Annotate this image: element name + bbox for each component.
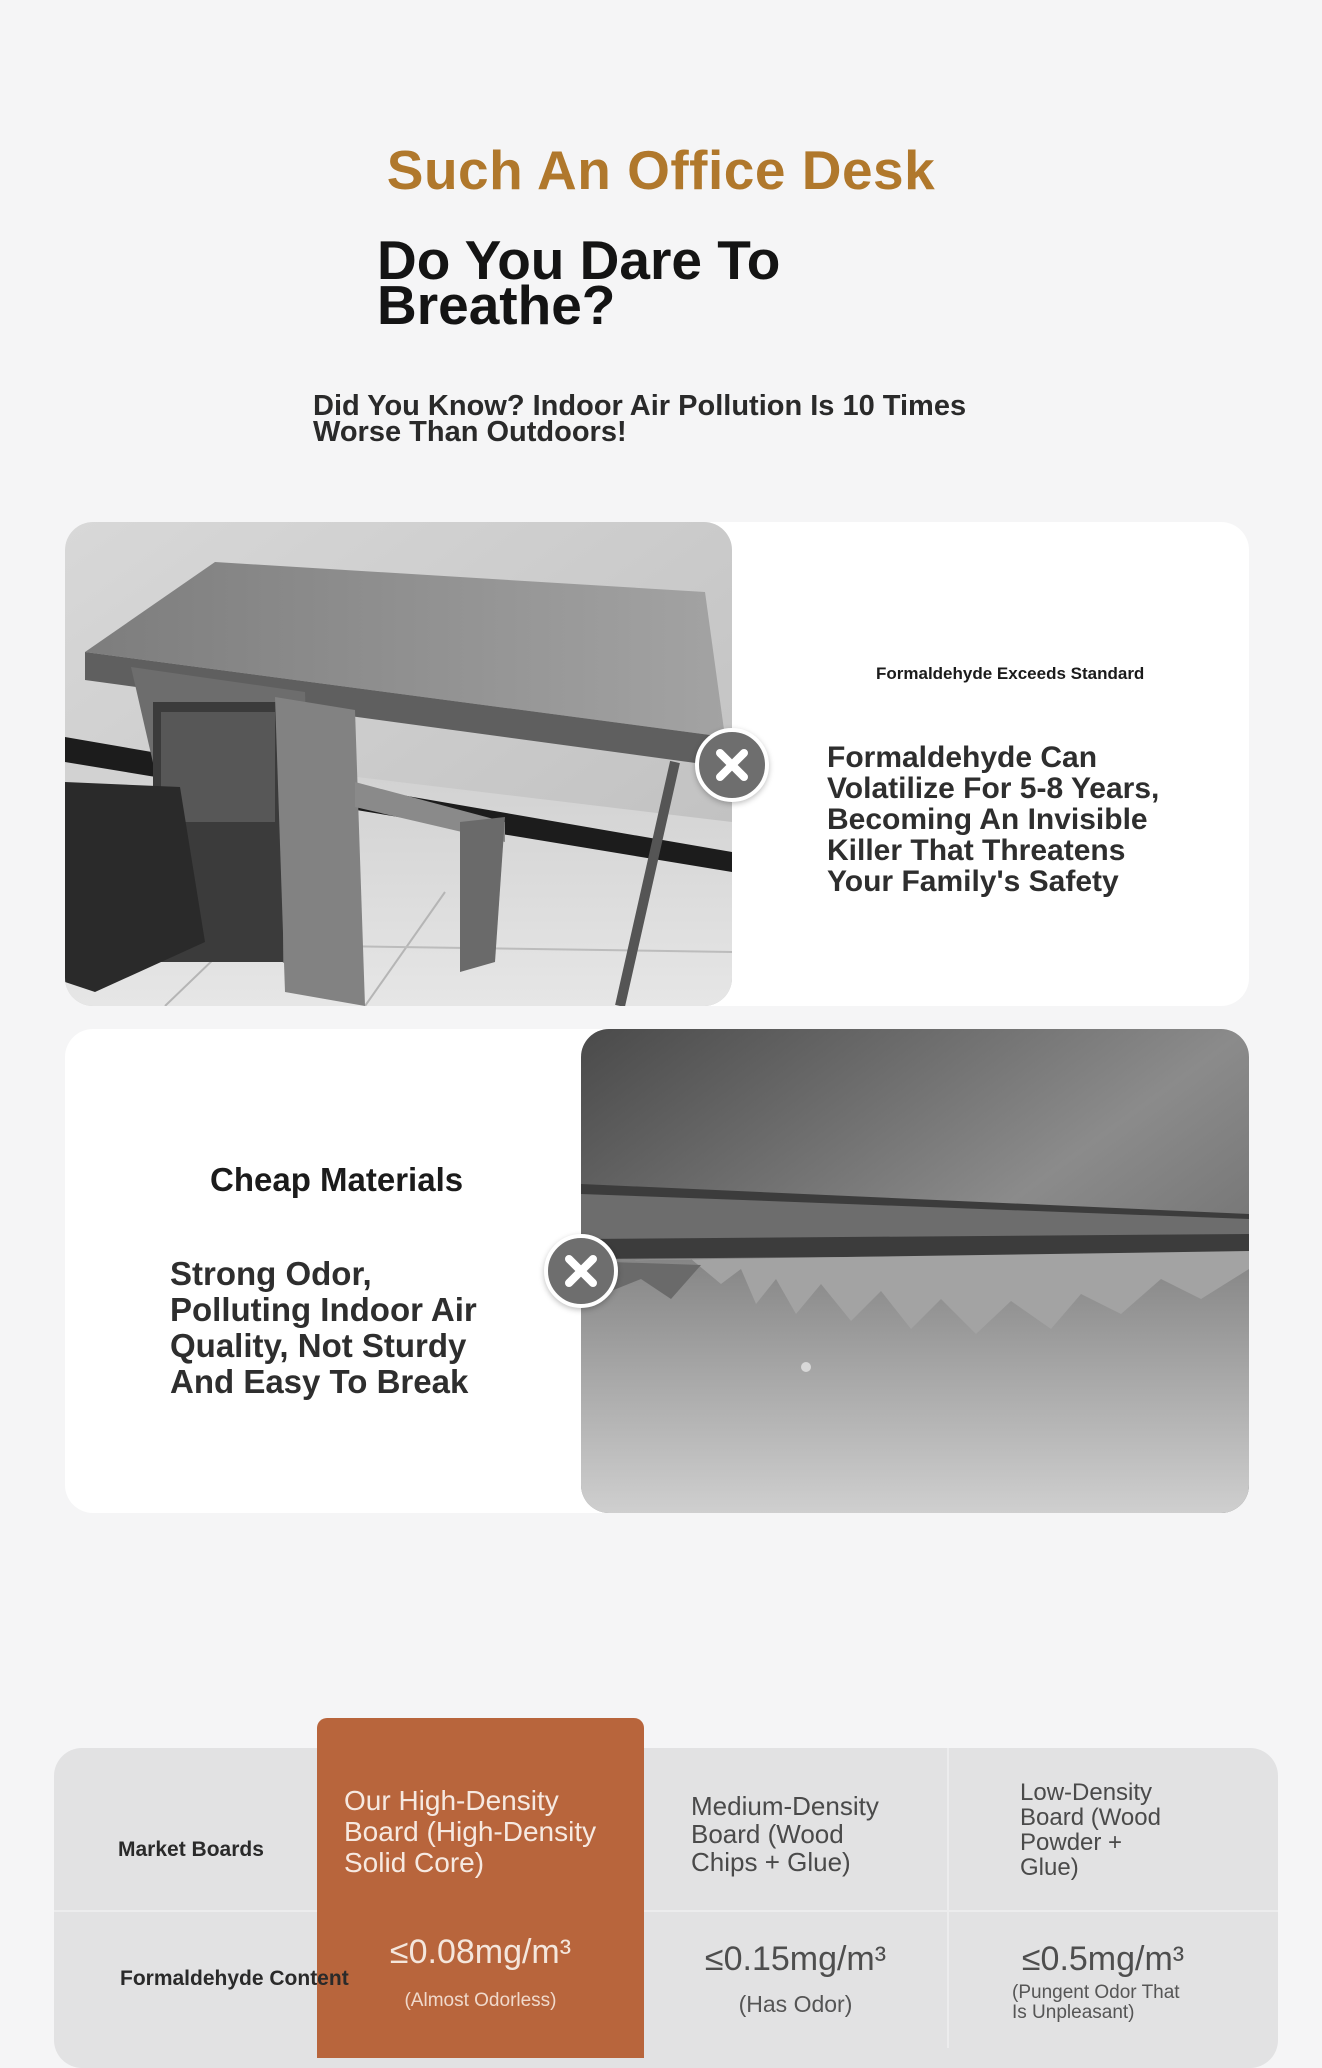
hero-subtitle-line2: Worse Than Outdoors! [313, 416, 627, 448]
hero-headline [377, 229, 937, 336]
column-head-medium-density [691, 1792, 931, 1876]
desk-photo [65, 522, 732, 1006]
cheap-materials-label: Cheap Materials [210, 1161, 464, 1198]
formaldehyde-line: Killer That Threatens [827, 834, 1126, 867]
column-head-line: Board (High-Density [344, 1816, 597, 1847]
row-divider [54, 1910, 1278, 1912]
column-head-line: Solid Core) [344, 1847, 485, 1878]
cheap-materials-line: And Easy To Break [170, 1363, 469, 1400]
note-line: (Pungent Odor That [1012, 1982, 1180, 2003]
column-head-line: Chips + Glue) [691, 1847, 851, 1877]
hero-subtitle [313, 390, 1033, 448]
column-head-line: Low-Density [1020, 1779, 1153, 1806]
column-divider [947, 1748, 949, 2048]
column-head-line: Medium-Density [691, 1791, 879, 1821]
cheap-materials-line: Polluting Indoor Air [170, 1291, 477, 1328]
column-head-high-density [344, 1785, 644, 1878]
row-label-market-boards: Market Boards [118, 1838, 264, 1861]
value-low-density: ≤0.5mg/m³ [1021, 1940, 1185, 1978]
hero-subtitle-line1: Did You Know? Indoor Air Pollution Is 10 Times [313, 390, 967, 422]
cheap-materials-line: Quality, Not Sturdy [170, 1327, 467, 1364]
column-head-line: Board (Wood [691, 1819, 844, 1849]
formaldehyde-description [827, 742, 1227, 897]
note-line: Is Unpleasant) [1012, 2002, 1135, 2023]
hero-headline-line1: Do You Dare To [377, 229, 781, 291]
formaldehyde-line: Your Family's Safety [827, 865, 1119, 898]
column-head-line: Board (Wood [1020, 1804, 1161, 1831]
value-high-density: ≤0.08mg/m³ [389, 1933, 572, 1971]
value-medium-density: ≤0.15mg/m³ [704, 1940, 887, 1978]
note-medium-density: (Has Odor) [738, 1991, 853, 2017]
row-label-formaldehyde: Formaldehyde Content [120, 1967, 349, 1990]
hero-headline-line2: Breathe? [377, 274, 616, 336]
formaldehyde-label: Formaldehyde Exceeds Standard [876, 664, 1145, 683]
cheap-materials-line: Strong Odor, [170, 1255, 372, 1292]
x-mark-icon [695, 728, 769, 802]
board-edge-photo [581, 1029, 1249, 1513]
note-low-density [1012, 1983, 1252, 2023]
note-high-density: (Almost Odorless) [404, 1990, 557, 2011]
column-head-line: Powder + [1020, 1829, 1123, 1856]
column-head-low-density [1020, 1780, 1250, 1880]
cheap-materials-description [170, 1256, 590, 1400]
formaldehyde-line: Formaldehyde Can [827, 741, 1098, 774]
column-head-line: Our High-Density [344, 1785, 559, 1816]
formaldehyde-line: Becoming An Invisible [827, 803, 1148, 836]
hero-title: Such An Office Desk [386, 139, 936, 201]
column-head-line: Glue) [1020, 1854, 1079, 1881]
formaldehyde-line: Volatilize For 5-8 Years, [827, 772, 1160, 805]
